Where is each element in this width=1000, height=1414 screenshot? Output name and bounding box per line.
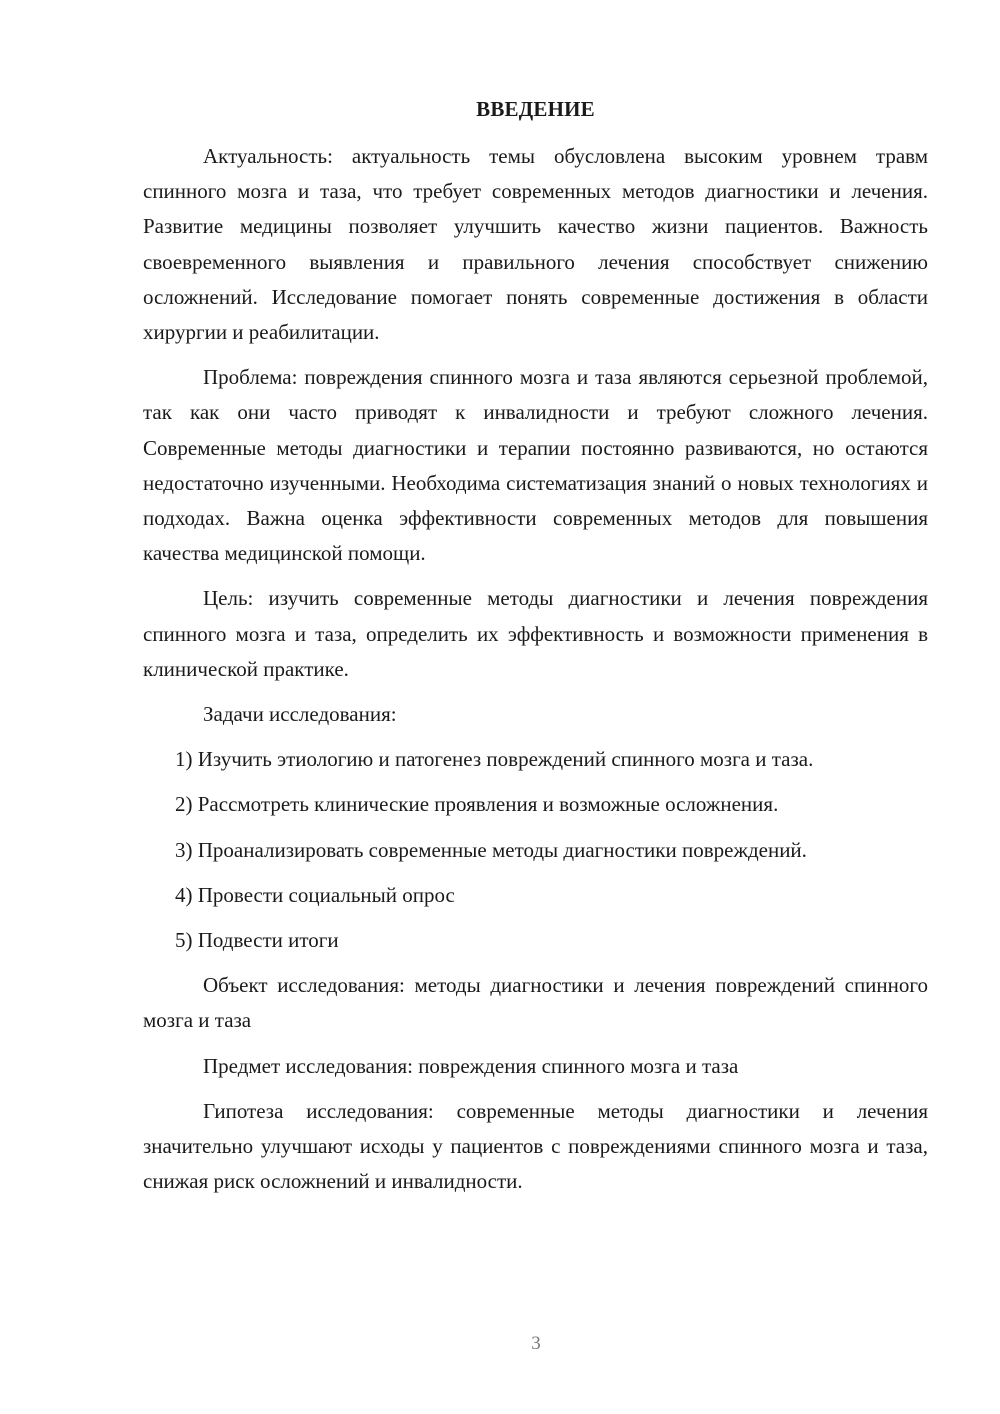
document-page [143,92,928,1199]
paragraph-problem: Проблема: повреждения спинного мозга и таза являются серьезной проблемой, так как они часто приводят к инвалидности и требуют сложного лечения. Современные методы диагностики и терапии постоянно развиваются, но остаются недостаточно изученными. Необходима систематизация знаний о новых технологиях и подходах. Важна оценка эффективности современных методов для повышения качества медицинской помощи. [143,365,928,566]
paragraph-hypothesis: Гипотеза исследования: современные методы диагностики и лечения значительно улучшают исходы у пациентов с повреждениями спинного мозга и таза, снижая риск осложнений и инвалидности. [143,1098,928,1194]
task-item-5: 5) Подвести итоги [175,928,339,953]
section-title: ВВЕДЕНИЕ [476,97,595,121]
tasks-heading: Задачи исследования: [203,702,397,727]
paragraph-object: Объект исследования: методы диагностики и лечения повреждений спинного мозга и таза [143,973,928,1033]
paragraph-goal: Цель: изучить современные методы диагностики и лечения повреждения спинного мозга и таза, определить их эффективность и возможности применения в клинической практике. [143,586,928,681]
task-item-4: 4) Провести социальный опрос [175,882,455,907]
task-item-1: 1) Изучить этиологию и патогенез повреждений спинного мозга и таза. [175,747,814,772]
page-number: 3 [531,1333,541,1354]
paragraph-subject: Предмет исследования: повреждения спинного мозга и таза [203,1053,739,1078]
paragraph-relevance: Актуальность: актуальность темы обусловлена высоким уровнем травм спинного мозга и таза, что требует современных методов диагностики и лечения. Развитие медицины позволяет улучшить качество жизни пациентов. Важность своевременного выявления и правильного лечения способствует снижению осложнений. Исследование помогает понять современные достижения в области хирургии и реабилитации. [143,144,928,345]
task-item-3: 3) Проанализировать современные методы диагностики повреждений. [175,837,807,862]
task-item-2: 2) Рассмотреть клинические проявления и возможные осложнения. [175,792,779,817]
